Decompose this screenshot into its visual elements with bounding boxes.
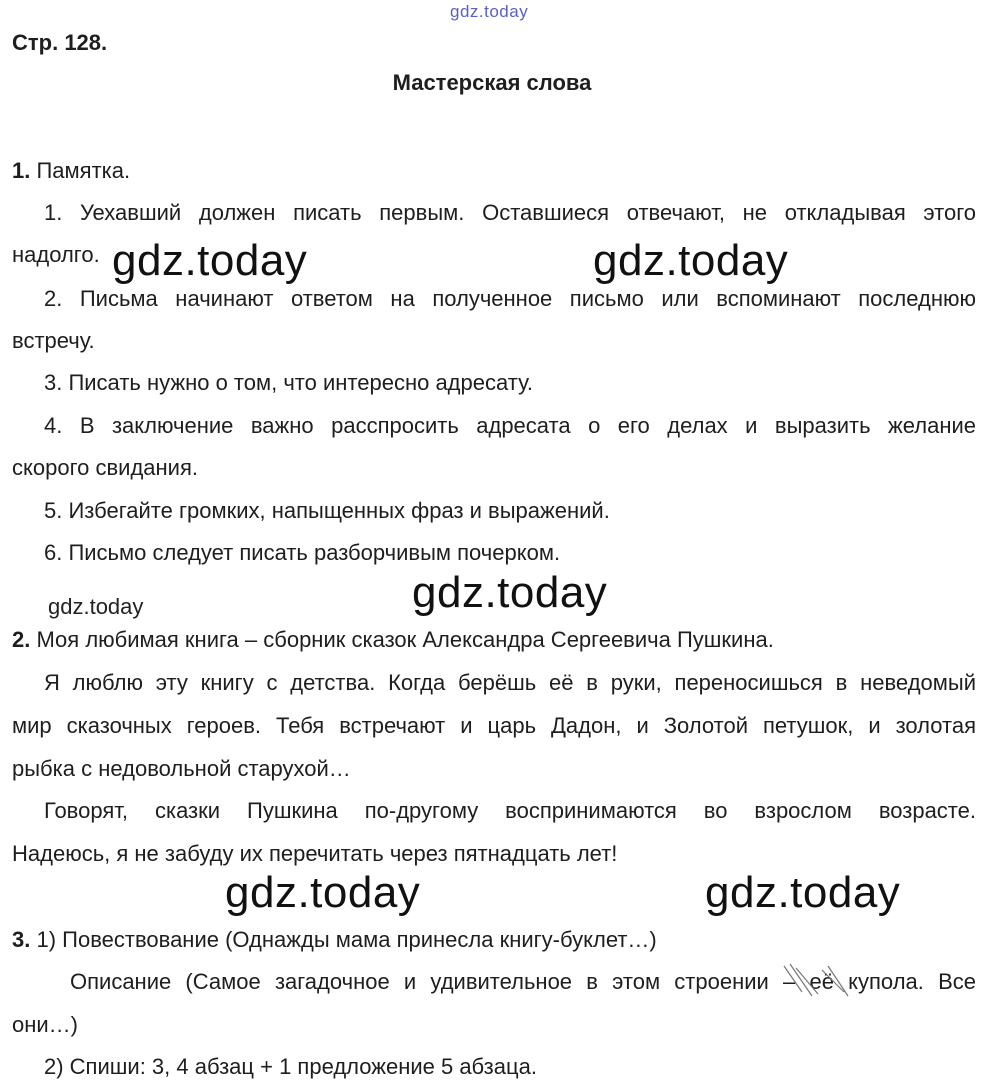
task1-line: 1. Уехавший должен писать первым. Оставшиеся отвечают, не откладывая этого (44, 200, 976, 225)
task2-line: Я люблю эту книгу с детства. Когда берёшь её в руки, переносишься в неведомый (44, 670, 976, 695)
task1-line: 2. Письма начинают ответом на полученное письмо или вспоминают последнюю (44, 286, 976, 311)
task2-line: рыбка с недовольной старухой… (12, 756, 351, 781)
task1-number: 1. (12, 158, 31, 183)
task3-line: 2) Спиши: 3, 4 абзац + 1 предложение 5 абзаца. (44, 1054, 537, 1079)
watermark-small: gdz.today (48, 594, 144, 619)
task3-line: 1) Повествование (Однажды мама принесла книгу-буклет…) (36, 927, 657, 952)
task3-first-line (12, 927, 657, 953)
task1-line: 4. В заключение важно расспросить адресата о его делах и выразить желание (44, 413, 976, 438)
watermark: gdz.today (705, 868, 901, 917)
task2-line: мир сказочных героев. Тебя встречают и царь Дадон, и Золотой петушок, и золотая (12, 713, 976, 738)
task1-heading-line (12, 158, 130, 184)
watermark: gdz.today (412, 568, 608, 617)
task1-heading: Памятка. (36, 158, 131, 183)
task2-heading: Моя любимая книга – сборник сказок Александра Сергеевича Пушкина. (36, 627, 774, 652)
page-title: Мастерская слова (392, 70, 592, 95)
task1-line: надолго. (12, 242, 100, 267)
watermark: gdz.today (112, 236, 308, 285)
watermark: gdz.today (225, 868, 421, 917)
task1-line: 3. Писать нужно о том, что интересно адресату. (44, 370, 533, 395)
page-number: Стр. 128. (12, 30, 108, 55)
task2-line: Надеюсь, я не забуду их перечитать через пятнадцать лет! (12, 841, 618, 866)
task3-line: Описание (Самое загадочное и удивительное в этом строении – её купола. Все (70, 969, 976, 994)
task1-line: 6. Письмо следует писать разборчивым почерком. (44, 540, 561, 565)
task3-number: 3. (12, 927, 31, 952)
task2-heading-line (12, 627, 774, 653)
task1-line: 5. Избегайте громких, напыщенных фраз и выражений. (44, 498, 610, 523)
watermark-top: gdz.today (450, 2, 529, 21)
task1-line: встречу. (12, 328, 95, 353)
task3-line: они…) (12, 1012, 78, 1037)
scribble-mark (782, 962, 852, 1002)
watermark: gdz.today (593, 236, 789, 285)
task2-line: Говорят, сказки Пушкина по-другому воспринимаются во взрослом возрасте. (44, 798, 976, 823)
task2-number: 2. (12, 627, 31, 652)
task1-line: скорого свидания. (12, 455, 198, 480)
